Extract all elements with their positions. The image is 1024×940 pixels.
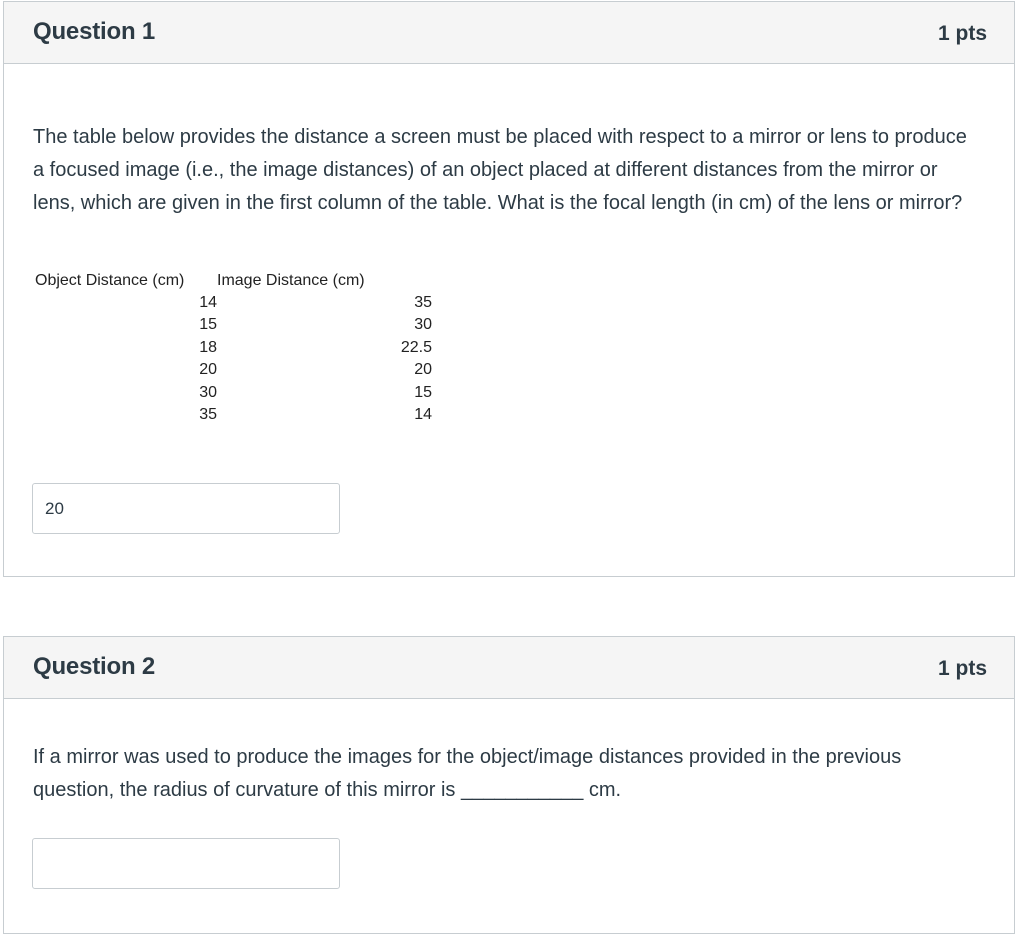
cell-value: 30 bbox=[414, 316, 432, 334]
table-row bbox=[35, 337, 432, 359]
cell-value: 20 bbox=[199, 361, 217, 379]
question-1-title: Question 1 bbox=[33, 18, 156, 45]
table-cell-object-distance bbox=[35, 292, 217, 314]
cell-value: 14 bbox=[414, 406, 432, 424]
table-cell-image-distance bbox=[217, 314, 432, 336]
question-2-header bbox=[4, 637, 1014, 699]
table-cell-object-distance bbox=[35, 404, 217, 426]
cell-value: 14 bbox=[199, 294, 217, 311]
table-cell-image-distance bbox=[217, 404, 432, 426]
table-row bbox=[35, 404, 432, 426]
table-row bbox=[35, 382, 432, 404]
table-cell-object-distance bbox=[35, 382, 217, 404]
table-cell-object-distance bbox=[35, 337, 217, 359]
cell-value: 18 bbox=[199, 338, 217, 356]
table-cell-image-distance bbox=[217, 382, 432, 404]
cell-value: 22.5 bbox=[400, 338, 432, 356]
cell-value: 35 bbox=[199, 406, 217, 424]
question-1-points: 1 pts bbox=[937, 22, 987, 45]
distance-table bbox=[35, 270, 432, 426]
cell-value: 15 bbox=[199, 316, 217, 334]
question-2-text: If a mirror was used to produce the images for the object/image distances provided in the previous question, the radius of curvature of this mirror is ___________ cm. bbox=[33, 746, 902, 801]
cell-value: 30 bbox=[199, 383, 217, 401]
table-header-object-distance: Object Distance (cm) bbox=[35, 272, 185, 289]
question-2-card bbox=[3, 636, 1015, 934]
cell-value: 20 bbox=[414, 361, 432, 379]
question-1-answer-input[interactable] bbox=[32, 483, 340, 534]
table-cell-image-distance bbox=[217, 292, 432, 314]
cell-value: 15 bbox=[414, 383, 432, 401]
cell-value: 35 bbox=[414, 294, 432, 311]
question-2-title: Question 2 bbox=[33, 653, 156, 680]
question-1-header bbox=[4, 2, 1014, 64]
question-1-text: The table below provides the distance a screen must be placed with respect to a mirror or lens to produce a focused image (i.e., the image distances) of an object placed at different distances from the mirror or lens, which are given in the first column of the table. What is the focal length (in cm) of the lens or mirror? bbox=[33, 126, 967, 214]
table-row bbox=[35, 292, 432, 314]
table-cell-object-distance bbox=[35, 359, 217, 381]
question-2-answer-input[interactable] bbox=[32, 838, 340, 889]
table-cell-object-distance bbox=[35, 314, 217, 336]
table-row bbox=[35, 359, 432, 381]
table-row bbox=[35, 314, 432, 336]
table-header-image-distance: Image Distance (cm) bbox=[217, 272, 365, 289]
table-header-row bbox=[35, 270, 432, 292]
table-cell-image-distance bbox=[217, 359, 432, 381]
question-1-card bbox=[3, 1, 1015, 577]
question-2-points: 1 pts bbox=[937, 657, 987, 680]
table-cell-image-distance bbox=[217, 337, 432, 359]
